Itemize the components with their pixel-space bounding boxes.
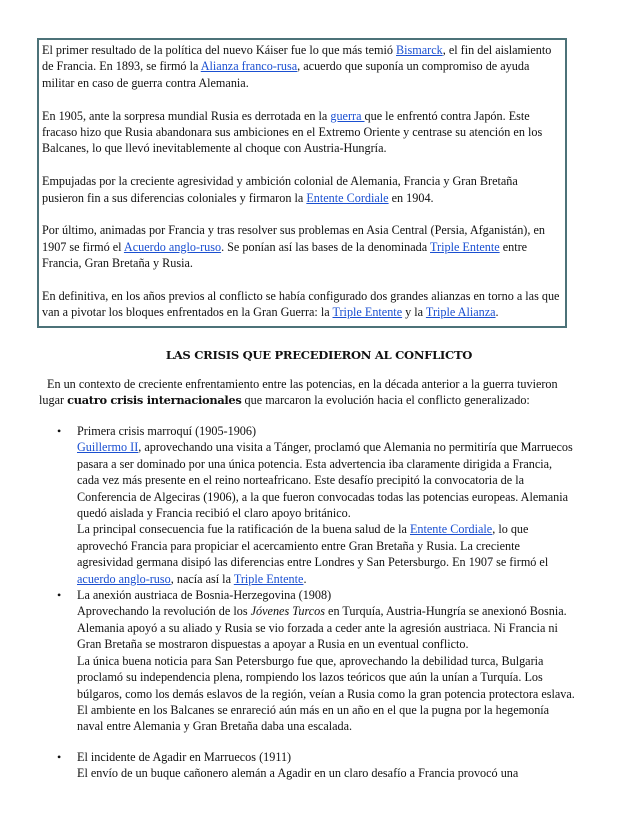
bullet-icon: • <box>57 749 62 764</box>
link-acuerdo-anglo-ruso[interactable]: Acuerdo anglo-ruso <box>123 239 222 254</box>
link-acuerdo-anglo-ruso[interactable]: acuerdo anglo-ruso <box>77 571 171 586</box>
item-title: El incidente de Agadir en Marruecos (1911) <box>77 749 292 764</box>
item-text: Guillermo II, aprovechando una visita a Tánger, proclamó que Alemania no permitiría que Marruecos pasara a ser dominado por una única potencia. Esta advertencia iba claramente dirigida a Francia, cada vez más presente en el reino norteafricano. Este desafío precipitó la convocatoria de la Conferencia de Algeciras (1906), a la que fueron convocadas todas las potencias europeas. Alemania quedó aislada y Francia recibió el claro apoyo británico. <box>77 440 573 521</box>
intro-paragraph: En un contexto de creciente enfrentamiento entre las potencias, en la década anterior a la guerra tuvieron lugar cuatro crisis internacionales que marcaron la evolución hacia el conflicto generalizado: <box>39 377 558 408</box>
section-heading: LAS CRISIS QUE PRECEDIERON AL CONFLICTO <box>165 348 473 362</box>
list-item <box>37 749 577 782</box>
list-item <box>37 423 577 587</box>
paragraph-alliance: El primer resultado de la política del nuevo Káiser fue lo que más temió Bismarck, el fin del aislamiento de Francia. En 1893, se firmó la Alianza franco-rusa, acuerdo que suponía un compromiso de ayuda militar en caso de guerra contra Alemania. <box>42 43 552 90</box>
link-bismarck[interactable]: Bismarck <box>396 43 443 57</box>
bullet-icon: • <box>57 424 62 438</box>
link-alianza-franco-rusa[interactable]: Alianza franco-rusa <box>200 59 298 74</box>
item-title: Primera crisis marroquí (1905-1906) <box>77 424 257 438</box>
crisis-list <box>37 423 577 782</box>
item-text: La única buena noticia para San Petersburgo fue que, aprovechando la debilidad turca, Bulgaria proclamó su independencia plena, rompiendo los lazos teóricos que aún la unían a Turquía. Los búlgaros, como los demás eslavos de la región, veían a Rusia como la gran potencia protectora eslava. <box>77 653 575 701</box>
item-text: Aprovechando la revolución de los Jóvenes Turcos en Turquía, Austria-Hungría se anexionó Bosnia. Alemania apoyó a su aliado y Rusia se vio forzada a ceder ante la agresión austriaca. Ni Francia ni Gran Bretaña se mostraron dispuestas a apoyar a Rusia en un eventual conflicto. <box>77 604 567 652</box>
item-text: El ambiente en los Balcanes se enrareció aún más en un año en el que la pugna por la hegemonía naval entre Alemania y Gran Bretaña daba una escalada. <box>77 702 550 734</box>
link-triple-entente[interactable]: Triple Entente <box>430 239 500 254</box>
link-guillermo-ii[interactable]: Guillermo II <box>77 440 139 455</box>
item-title: La anexión austriaca de Bosnia-Herzegovina (1908) <box>77 588 332 603</box>
paragraph-anglo-russian: Por último, animadas por Francia y tras resolver sus problemas en Asia Central (Persia, Afganistán), en 1907 se firmó el Acuerdo anglo-ruso. Se ponían así las bases de la denominada Triple Entente entre Francia, Gran Bretaña y Rusia. <box>42 223 545 271</box>
link-triple-entente[interactable]: Triple Entente <box>233 571 304 586</box>
item-text: El envío de un buque cañonero alemán a Agadir en un claro desafío a Francia provocó una <box>77 766 519 781</box>
paragraph-russia-japan: En 1905, ante la sorpresa mundial Rusia es derrotada en la guerra que le enfrentó contra Japón. Este fracaso hizo que Rusia abandonara sus ambiciones en el Extremo Oriente y centrase su atención en los Balcanes, lo que llevó inevitablemente al choque con Austria-Hungría. <box>42 108 543 156</box>
link-triple-alianza[interactable]: Triple Alianza <box>425 305 496 320</box>
intro-bold: cuatro crisis internacionales <box>67 393 242 408</box>
link-entente-cordiale[interactable]: Entente Cordiale <box>306 190 389 205</box>
list-item <box>37 587 577 735</box>
item-text: La principal consecuencia fue la ratificación de la buena salud de la Entente Cordiale, lo que aprovechó Francia para propiciar el acercamiento entre Gran Bretaña y Rusia. La creciente agresividad germana disipó las diferencias entre Londres y San Petersburgo. En 1907 se firmó el acuerdo anglo-ruso, nacía así la Triple Entente. <box>77 522 549 586</box>
link-guerra[interactable]: guerra <box>330 108 365 123</box>
bullet-icon: • <box>57 588 62 603</box>
link-entente-cordiale[interactable]: Entente Cordiale <box>409 522 493 537</box>
link-triple-entente[interactable]: Triple Entente <box>332 305 403 320</box>
paragraph-entente-cordiale: Empujadas por la creciente agresividad y ambición colonial de Alemania, Francia y Gran Bretaña pusieron fin a sus diferencias coloniales y firmaron la Entente Cordiale en 1904. <box>42 174 518 205</box>
paragraph-conclusion: En definitiva, en los años previos al conflicto se había configurado dos grandes alianzas en torno a las que van a pivotar los bloques enfrentados en la Gran Guerra: la Triple Entente y la Triple Alianza. <box>42 289 560 320</box>
item-emphasis: Jóvenes Turcos <box>250 604 325 619</box>
summary-box <box>37 38 567 328</box>
